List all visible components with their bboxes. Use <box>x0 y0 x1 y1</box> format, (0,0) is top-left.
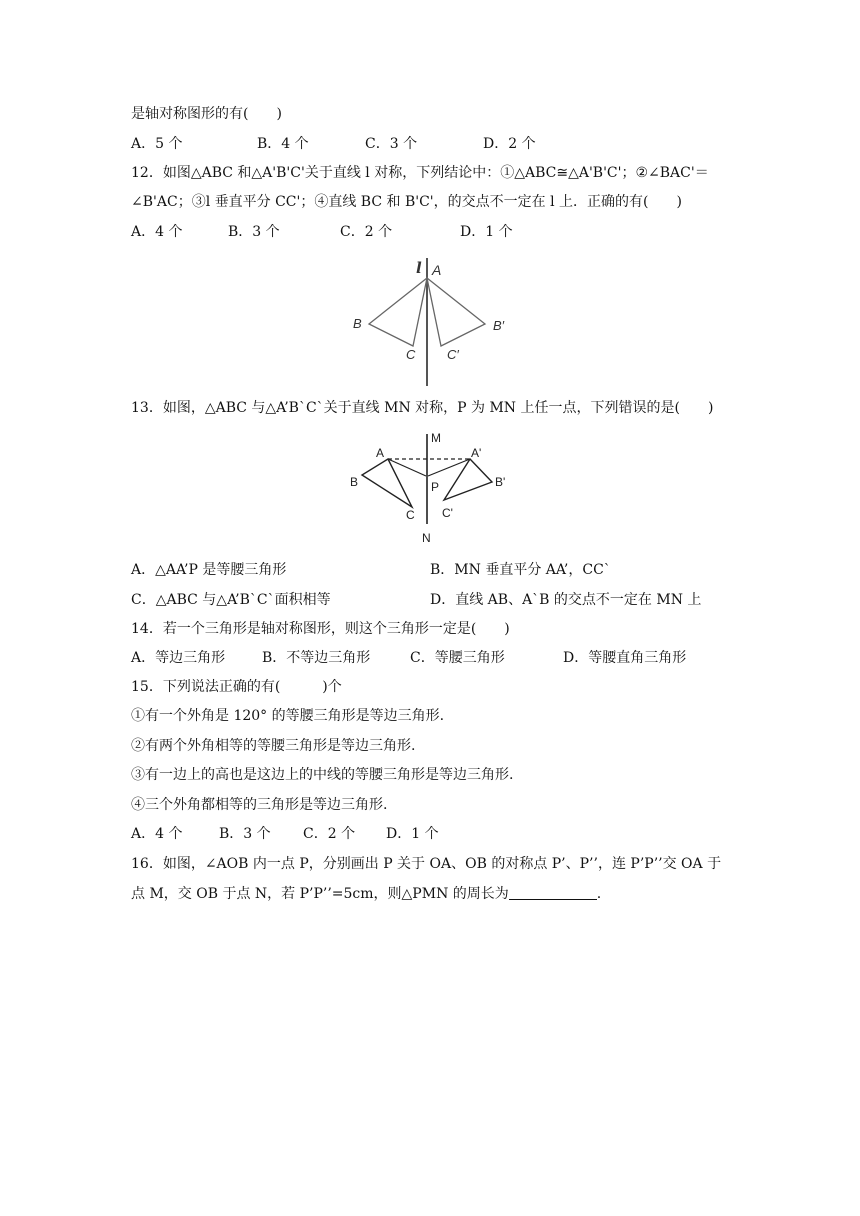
label-a-prime: A' <box>471 446 482 460</box>
q16-stem-line2 <box>131 884 601 904</box>
label-b: B <box>353 316 362 331</box>
q11-option-a: A．5 个 <box>131 136 183 152</box>
label-c: C <box>406 508 415 522</box>
q15-option-b: B．3 个 <box>219 826 271 842</box>
label-p: P <box>431 480 440 494</box>
q13-stem: 13．如图，△ABC 与△A’B`C`关于直线 MN 对称，P 为 MN 上任一点，下列错误的是( ) <box>131 400 714 416</box>
label-a: A <box>432 262 442 278</box>
label-c: C <box>406 347 416 362</box>
q14-stem: 14．若一个三角形是轴对称图形，则这个三角形一定是( ) <box>131 621 510 637</box>
q15-item-1: ①有一个外角是 120° 的等腰三角形是等边三角形. <box>131 708 445 724</box>
answer-blank[interactable] <box>509 885 597 900</box>
q15-option-d: D．1 个 <box>386 826 439 842</box>
q11-option-d: D．2 个 <box>483 136 536 152</box>
triangle-abc-reflected <box>444 459 492 500</box>
segment-ap <box>388 459 426 476</box>
label-b-prime: B' <box>495 475 506 489</box>
q16-period: . <box>596 886 602 902</box>
q13-option-a: A．△AA’P 是等腰三角形 <box>131 562 287 578</box>
q13-option-d: D．直线 AB、A`B 的交点不一定在 MN 上 <box>430 592 702 608</box>
q12-option-b: B．3 个 <box>228 224 280 240</box>
q15-option-c: C．2 个 <box>303 826 356 842</box>
figure-13-reflection-diagram <box>340 426 530 550</box>
label-b-prime: B′ <box>493 318 505 333</box>
q14-option-c: C．等腰三角形 <box>410 650 505 666</box>
q11-option-c: C．3 个 <box>365 136 418 152</box>
q14-option-a: A．等边三角形 <box>131 650 226 666</box>
q15-item-2: ②有两个外角相等的等腰三角形是等边三角形. <box>131 738 416 754</box>
label-c-prime: C′ <box>447 347 459 362</box>
q16-stem-line1: 16．如图，∠AOB 内一点 P，分别画出 P 关于 OA、OB 的对称点 P’、P’’，连 P’P’’交 OA 于 <box>131 856 722 872</box>
triangle-abc-reflected <box>427 278 485 346</box>
q16-stem-line2-text: 点 M，交 OB 于点 N，若 P’P’’=5cm，则△PMN 的周长为 <box>131 886 509 902</box>
figure-12-reflection-diagram <box>340 252 530 388</box>
q14-option-d: D．等腰直角三角形 <box>563 650 687 666</box>
q12-option-c: C．2 个 <box>340 224 393 240</box>
label-l: l <box>416 259 422 277</box>
label-m: M <box>431 431 441 445</box>
segment-a-prime-p <box>428 459 470 476</box>
label-n: N <box>422 531 431 545</box>
q11-option-b: B．4 个 <box>257 136 309 152</box>
q14-option-b: B．不等边三角形 <box>262 650 371 666</box>
triangle-abc <box>369 278 427 346</box>
q12-option-d: D．1 个 <box>460 224 513 240</box>
label-b: B <box>350 475 359 489</box>
q13-option-c: C．△ABC 与△A’B`C`面积相等 <box>131 592 331 608</box>
q15-option-a: A．4 个 <box>131 826 183 842</box>
q12-stem-line1: 12．如图△ABC 和△A'B'C'关于直线 l 对称，下列结论中：①△ABC≅△A'B'C'；②∠BAC'＝ <box>131 165 709 181</box>
q15-stem: 15．下列说法正确的有( )个 <box>131 679 342 695</box>
q15-item-4: ④三个外角都相等的三角形是等边三角形. <box>131 797 388 813</box>
q11-stem-tail: 是轴对称图形的有( ) <box>131 106 282 122</box>
label-c-prime: C' <box>442 506 453 520</box>
q15-item-3: ③有一边上的高也是这边上的中线的等腰三角形是等边三角形. <box>131 767 514 783</box>
q12-stem-line2: ∠B'AC；③l 垂直平分 CC'；④直线 BC 和 B'C'，的交点不一定在 l 上．正确的有( ) <box>131 194 682 210</box>
q12-option-a: A．4 个 <box>131 224 183 240</box>
q13-option-b: B．MN 垂直平分 AA’，CC` <box>430 562 611 578</box>
label-a: A <box>376 446 385 460</box>
